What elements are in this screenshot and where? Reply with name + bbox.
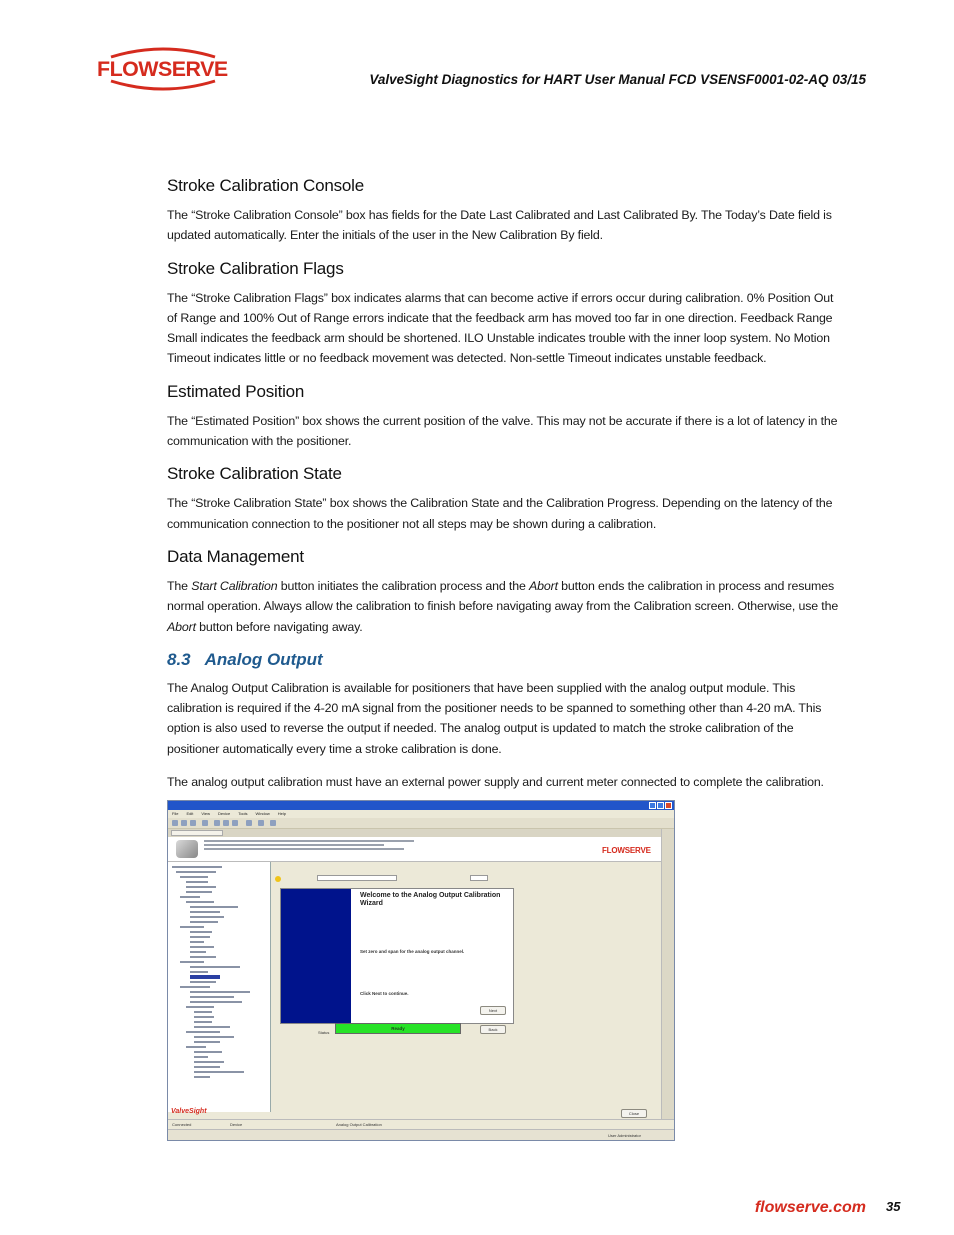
term-abort: Abort bbox=[167, 619, 196, 634]
tree-node[interactable] bbox=[186, 1046, 206, 1048]
heading-console: Stroke Calibration Console bbox=[167, 176, 365, 195]
text-run: button initiates the calibration process and the bbox=[277, 578, 529, 593]
tree-node[interactable] bbox=[190, 916, 224, 918]
windows-status-strip bbox=[168, 1129, 674, 1141]
side-rail bbox=[661, 829, 674, 1129]
tree-node[interactable] bbox=[194, 1051, 222, 1053]
tree-node[interactable] bbox=[194, 1066, 220, 1068]
term-start-calibration: Start Calibration bbox=[191, 578, 278, 593]
tree-node[interactable] bbox=[190, 971, 208, 973]
maximize-icon[interactable] bbox=[657, 802, 664, 809]
tree-node[interactable] bbox=[194, 1021, 212, 1023]
document-tab-strip bbox=[168, 829, 674, 837]
tree-node[interactable] bbox=[190, 956, 216, 958]
section-title: Analog Output bbox=[204, 649, 323, 669]
refresh-icon[interactable] bbox=[246, 820, 252, 826]
wizard-continue-text: Click Next to continue. bbox=[360, 991, 409, 996]
connect-icon[interactable] bbox=[258, 820, 264, 826]
tree-node[interactable] bbox=[194, 1071, 244, 1073]
device-info bbox=[204, 840, 414, 852]
tree-node[interactable] bbox=[190, 946, 214, 948]
tree-node[interactable] bbox=[172, 866, 222, 868]
tree-node[interactable] bbox=[186, 1031, 220, 1033]
tree-node[interactable] bbox=[190, 981, 216, 983]
footer-url[interactable]: flowserve.com bbox=[754, 1199, 866, 1216]
positioner-image bbox=[176, 840, 198, 858]
tree-node[interactable] bbox=[190, 931, 212, 933]
analog-output-screenshot bbox=[167, 800, 675, 1141]
heading-data-management: Data Management bbox=[167, 546, 304, 566]
section-number: 8.3 bbox=[167, 649, 191, 669]
paste-icon[interactable] bbox=[232, 820, 238, 826]
status-device: Device bbox=[230, 1122, 243, 1127]
tree-node[interactable] bbox=[186, 891, 212, 893]
status-user: User Administrator bbox=[608, 1133, 641, 1138]
minimize-icon[interactable] bbox=[649, 802, 656, 809]
tree-node[interactable] bbox=[190, 921, 218, 923]
paragraph-data-management bbox=[167, 576, 839, 637]
tree-node[interactable] bbox=[186, 1006, 214, 1008]
status-ready-bar: Ready bbox=[335, 1023, 461, 1034]
tree-node[interactable] bbox=[194, 1056, 208, 1058]
app-menu-bar bbox=[168, 810, 674, 818]
heading-flags: Stroke Calibration Flags bbox=[167, 258, 344, 278]
app-toolbar bbox=[168, 818, 674, 829]
menu-window[interactable]: Window bbox=[255, 811, 270, 816]
tree-node[interactable] bbox=[180, 986, 210, 988]
tree-node[interactable] bbox=[190, 991, 250, 993]
tree-node-selected[interactable] bbox=[190, 975, 220, 979]
tree-node[interactable] bbox=[190, 906, 238, 908]
open-icon[interactable] bbox=[181, 820, 187, 826]
tree-node[interactable] bbox=[194, 1016, 214, 1018]
paragraph-console: The “Stroke Calibration Console” box has fields for the Date Last Calibrated and Last Calibrated By. The Today’s Date field is updated automatically. Enter the initials of the user in the New Calibration By field. bbox=[167, 208, 832, 243]
navigation-tree bbox=[168, 862, 271, 1112]
tree-node[interactable] bbox=[186, 901, 214, 903]
paragraph-estimated: The “Estimated Position” box shows the current position of the valve. This may not be accurate if there is a lot of latency in the communication with the positioner. bbox=[167, 413, 838, 449]
next-button[interactable]: Next bbox=[480, 1006, 506, 1015]
save-icon[interactable] bbox=[190, 820, 196, 826]
tree-node[interactable] bbox=[190, 951, 206, 953]
page-content bbox=[167, 176, 839, 796]
tree-node[interactable] bbox=[180, 926, 204, 928]
copy-icon[interactable] bbox=[223, 820, 229, 826]
tree-node[interactable] bbox=[176, 871, 216, 873]
new-icon[interactable] bbox=[172, 820, 178, 826]
status-label: Status bbox=[318, 1030, 330, 1035]
wizard-title: Welcome to the Analog Output Calibration Wizard bbox=[360, 892, 501, 907]
logo-text: FLOWSERVE bbox=[97, 58, 228, 81]
menu-tools[interactable]: Tools bbox=[238, 811, 248, 816]
tree-node[interactable] bbox=[194, 1011, 212, 1013]
menu-help[interactable]: Help bbox=[277, 811, 287, 816]
term-abort: Abort bbox=[529, 578, 558, 593]
tree-node[interactable] bbox=[190, 936, 210, 938]
menu-file[interactable]: File bbox=[172, 811, 179, 816]
menu-edit[interactable]: Edit bbox=[186, 811, 194, 816]
tree-node[interactable] bbox=[186, 886, 216, 888]
paragraph-analog-1: The Analog Output Calibration is available for positioners that have been supplied with the analog output module. This calibration is required if the 4-20 mA signal from the positioner needs to be spanned to something other than 4-20 mA. This option is also used to reverse the output if needed. The analog output is updated to match the stroke calibration of the positioner automatically every time a stroke calibration is done. bbox=[167, 680, 822, 756]
back-button[interactable]: Back bbox=[480, 1025, 506, 1034]
tree-node[interactable] bbox=[190, 966, 240, 968]
close-icon[interactable] bbox=[665, 802, 672, 809]
text-run: button before navigating away. bbox=[195, 619, 363, 634]
cut-icon[interactable] bbox=[214, 820, 220, 826]
device-header bbox=[168, 837, 662, 862]
tree-node[interactable] bbox=[186, 881, 208, 883]
status-calibration: Analog Output Calibration bbox=[336, 1122, 382, 1127]
action-indicator-field bbox=[317, 875, 397, 881]
tree-node[interactable] bbox=[194, 1061, 224, 1063]
heading-state: Stroke Calibration State bbox=[167, 464, 342, 484]
tree-node[interactable] bbox=[190, 996, 234, 998]
tree-node[interactable] bbox=[180, 896, 200, 898]
menu-view[interactable]: View bbox=[201, 811, 210, 816]
status-connected: Connected bbox=[172, 1122, 192, 1127]
window-controls bbox=[649, 802, 672, 809]
tree-node[interactable] bbox=[194, 1041, 220, 1043]
tree-node[interactable] bbox=[190, 1001, 242, 1003]
app-flowserve-logo: FLOWSERVE bbox=[602, 846, 651, 855]
paragraph-flags: The “Stroke Calibration Flags” box indicates alarms that can become active if errors occur during calibration. 0% Position Out of Range and 100% Out of Range errors indicate that the feedback arm has moved too far in one direction. Feedback Range Small indicates the feedback arm should be shortened. ILO Unstable indicates trouble with the inner loop system. No Motion Timeout indicates little or no feedback movement was detected. Non-settle Timeout indicates unstable feedback. bbox=[167, 290, 834, 366]
control-source-field bbox=[470, 875, 488, 881]
paragraph-analog-2: The analog output calibration must have an external power supply and current meter connected to complete the calibration. bbox=[167, 775, 824, 790]
flowserve-logo bbox=[97, 45, 229, 91]
tree-node[interactable] bbox=[180, 876, 208, 878]
print-icon[interactable] bbox=[202, 820, 208, 826]
wizard-side-panel bbox=[281, 889, 351, 1023]
paragraph-state: The “Stroke Calibration State” box shows the Calibration State and the Calibration Progress. Depending on the latency of the communication connection to the positioner not all steps may be shown during a calibration. bbox=[167, 496, 833, 531]
indicator-icon bbox=[275, 876, 281, 882]
text-run: button ends the calibration in process and resumes normal operation. Always allow the calibration to finish before navigating away from the Calibration screen. Otherwise, use the bbox=[167, 578, 839, 614]
tree-node[interactable] bbox=[190, 941, 204, 943]
menu-device[interactable]: Device bbox=[217, 811, 231, 816]
tree-node[interactable] bbox=[180, 961, 204, 963]
action-indicator-bar bbox=[272, 873, 530, 883]
section-title-analog-output bbox=[167, 650, 839, 670]
wizard-instruction: Set zero and span for the analog output channel. bbox=[360, 949, 465, 954]
app-status-bar bbox=[168, 1119, 674, 1129]
app-title-bar bbox=[168, 801, 674, 810]
text-run: The bbox=[167, 578, 192, 593]
heading-estimated: Estimated Position bbox=[167, 381, 305, 401]
tree-node[interactable] bbox=[194, 1026, 230, 1028]
close-button[interactable]: Close bbox=[621, 1109, 647, 1118]
tree-node[interactable] bbox=[194, 1076, 210, 1078]
valvesight-brand: ValveSight bbox=[171, 1108, 207, 1115]
document-tab[interactable] bbox=[171, 830, 223, 836]
tree-node[interactable] bbox=[190, 911, 220, 913]
help-icon[interactable] bbox=[270, 820, 276, 826]
tree-node[interactable] bbox=[194, 1036, 234, 1038]
analog-output-wizard bbox=[280, 888, 514, 1024]
document-header: ValveSight Diagnostics for HART User Manual FCD VSENSF0001-02-AQ 03/15 bbox=[369, 72, 866, 87]
page-number: 35 bbox=[886, 1199, 901, 1214]
